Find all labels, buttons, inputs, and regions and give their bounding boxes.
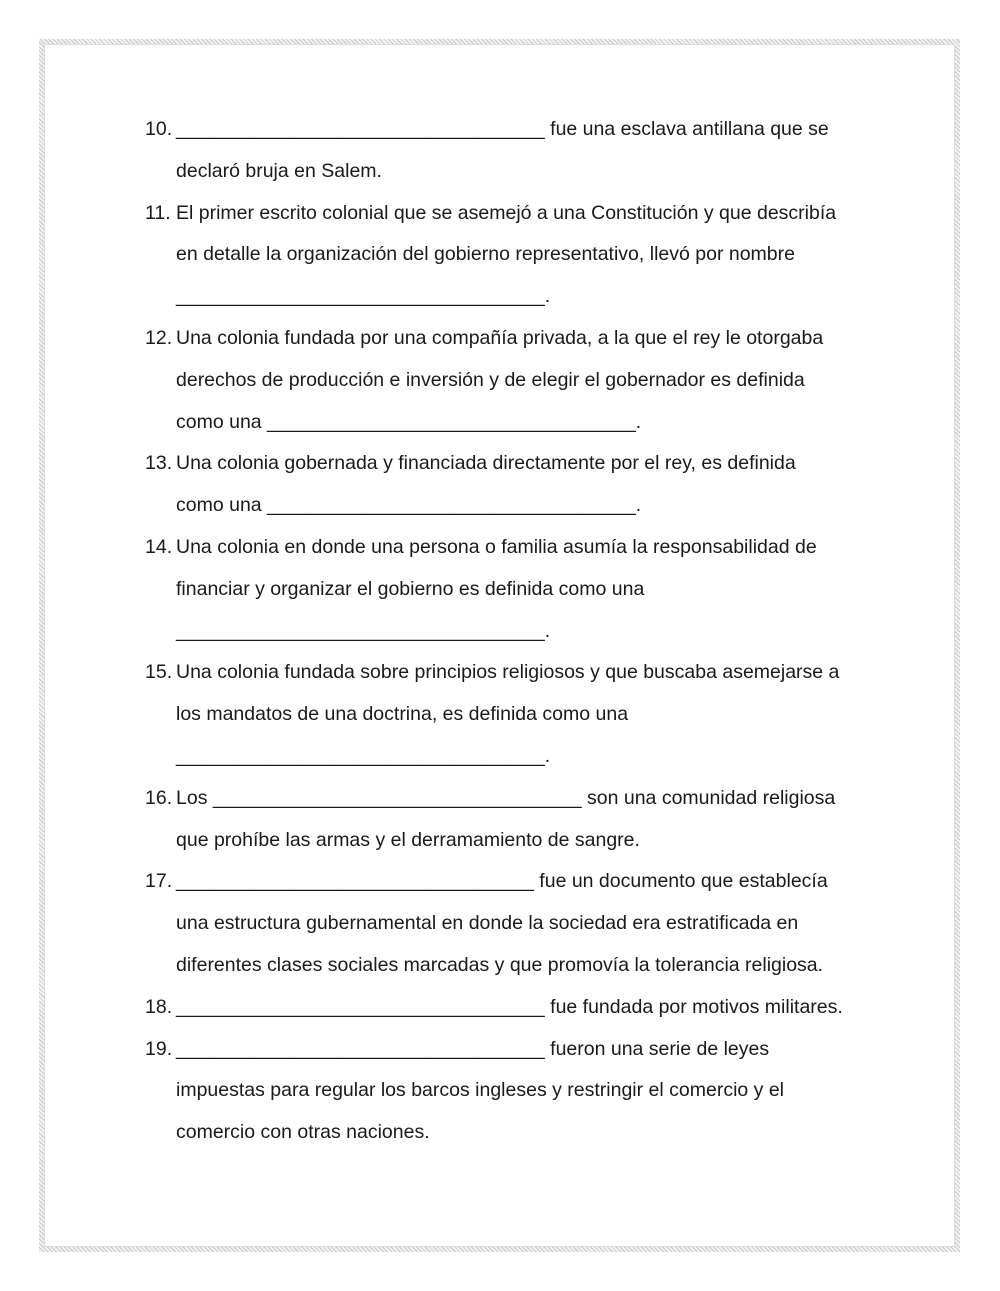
question-item <box>145 778 890 862</box>
question-text-line: que prohíbe las armas y el derramamiento de sangre. <box>176 828 640 851</box>
question-text-line: derechos de producción e inversión y de elegir el gobernador es definida <box>176 368 805 391</box>
question-text-line: __________________________________ fue fundada por motivos militares. <box>176 995 843 1018</box>
question-text-line: financiar y organizar el gobierno es definida como una <box>176 577 645 600</box>
question-item <box>145 443 890 527</box>
question-number: 10. <box>145 118 173 140</box>
question-text-line: __________________________________. <box>176 619 551 642</box>
question-item <box>145 193 890 318</box>
question-text-line: __________________________________ fue una esclava antillana que se <box>176 118 829 140</box>
question-text-line: impuestas para regular los barcos ingleses y restringir el comercio y el <box>176 1079 785 1102</box>
question-text-line: una estructura gubernamental en donde la sociedad era estratificada en <box>176 912 799 935</box>
question-text-line: diferentes clases sociales marcadas y que promovía la tolerancia religiosa. <box>176 953 824 976</box>
question-number: 15. <box>145 661 173 684</box>
question-text-line: Los __________________________________ son una comunidad religiosa <box>176 786 836 809</box>
question-number: 11. <box>145 201 171 224</box>
question-text-line: _________________________________ fue un documento que establecía <box>176 870 828 893</box>
question-text-line: Una colonia gobernada y financiada directamente por el rey, es definida <box>176 452 796 475</box>
question-number: 16. <box>145 786 173 809</box>
question-number: 19. <box>145 1037 173 1060</box>
question-text-line: Una colonia en donde una persona o familia asumía la responsabilidad de <box>176 535 817 558</box>
question-item <box>145 861 890 986</box>
question-item <box>145 527 890 652</box>
question-text-line: __________________________________. <box>176 285 551 308</box>
question-number: 18. <box>145 995 173 1018</box>
question-number: 13. <box>145 452 173 475</box>
question-text-line: como una __________________________________. <box>176 410 642 433</box>
question-number: 12. <box>145 326 173 349</box>
question-text-line: comercio con otras naciones. <box>176 1121 430 1144</box>
question-text-line: Una colonia fundada sobre principios religiosos y que buscaba asemejarse a <box>176 661 840 684</box>
question-item <box>145 109 890 193</box>
question-text-line: declaró bruja en Salem. <box>176 159 382 182</box>
question-text-line: El primer escrito colonial que se asemejó a una Constitución y que describía <box>176 201 837 224</box>
question-text-line: __________________________________. <box>176 744 551 767</box>
question-list <box>145 109 890 1154</box>
question-text-line: Una colonia fundada por una compañía privada, a la que el rey le otorgaba <box>176 326 824 349</box>
question-item <box>145 987 890 1029</box>
question-text-line: __________________________________ fueron una serie de leyes <box>176 1037 770 1060</box>
question-number: 17. <box>145 870 173 893</box>
question-item <box>145 1029 890 1154</box>
question-text-line: los mandatos de una doctrina, es definida como una <box>176 703 629 726</box>
question-item <box>145 318 890 443</box>
question-text-line: en detalle la organización del gobierno representativo, llevó por nombre <box>176 243 795 266</box>
question-number: 14. <box>145 535 173 558</box>
question-text-line: como una __________________________________. <box>176 494 642 517</box>
question-item <box>145 652 890 777</box>
